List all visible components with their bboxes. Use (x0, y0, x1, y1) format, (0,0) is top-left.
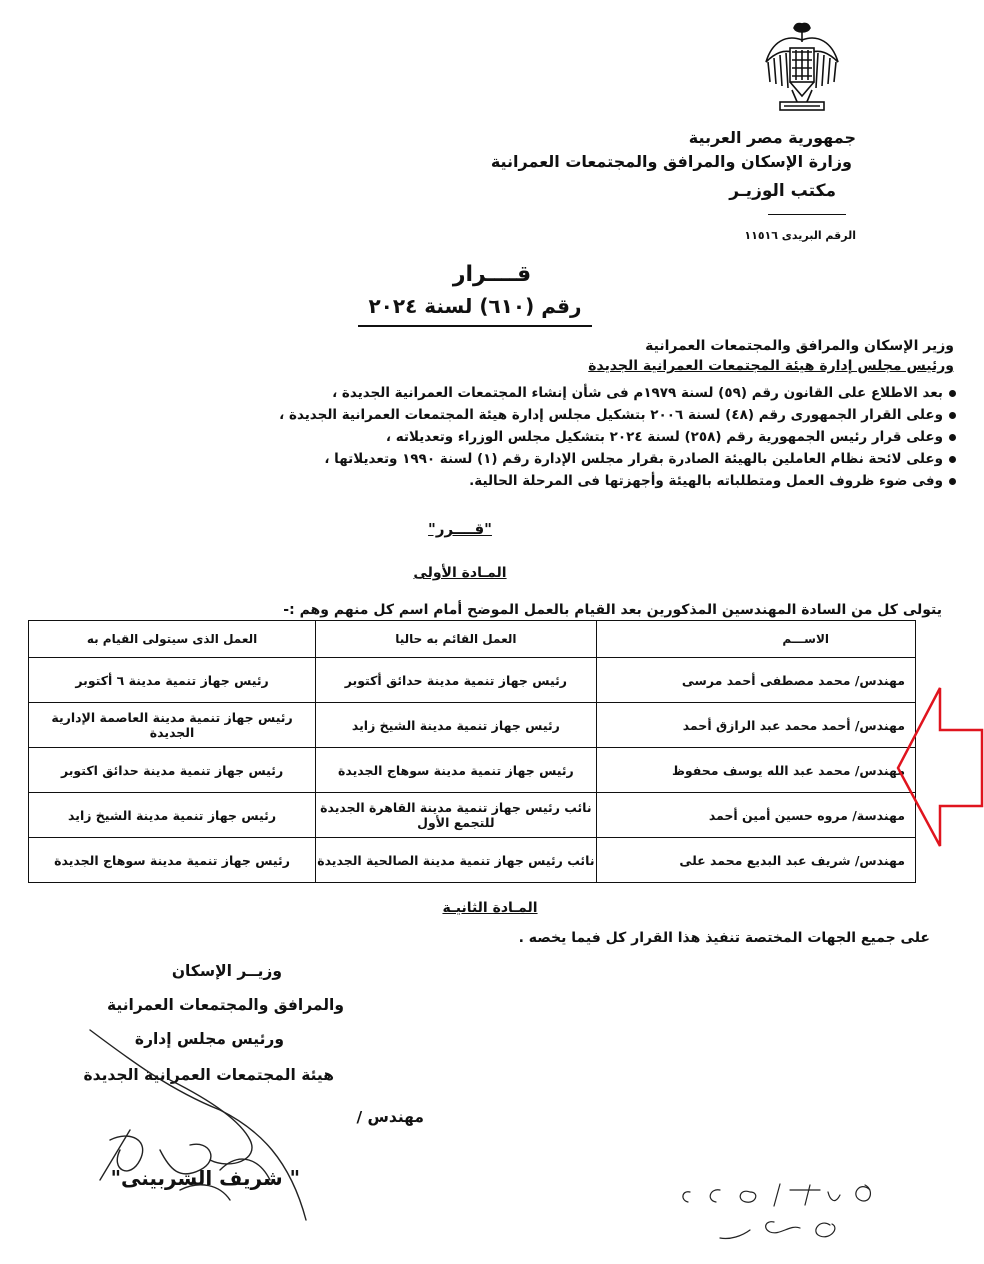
cell-current-role: نائب رئيس جهاز تنمية مدينة الصالحية الجديدة (316, 838, 597, 883)
bullet-icon (949, 456, 956, 463)
preamble-bullet-text: وعلى قرار رئيس الجمهورية رقم (٢٥٨) لسنة ٢٠٢٤ بتشكيل مجلس الوزراء وتعديلاته ، (385, 429, 943, 445)
cell-current-role: رئيس جهاز تنمية مدينة سوهاج الجديدة (316, 748, 597, 793)
preamble-bullet (196, 382, 956, 404)
decided-heading: "قــــرر" (428, 520, 492, 538)
preamble-bullet (196, 448, 956, 470)
bullet-icon (949, 390, 956, 397)
bullet-icon (949, 434, 956, 441)
cell-new-role: رئيس جهاز تنمية مدينة سوهاج الجديدة (29, 838, 316, 883)
signature-title-engineer: مهندس / (356, 1108, 424, 1126)
handwritten-signature-icon (70, 1020, 370, 1240)
handwritten-date-note-icon (670, 1170, 900, 1260)
header-postal-code: الرقم البريدى ١١٥١٦ (744, 229, 856, 242)
signatory-name: " شريف الشربينى" (110, 1166, 300, 1190)
article-2-text: على جميع الجهات المختصة تنفيذ هذا القرار كل فيما يخصه . (518, 930, 930, 946)
table-row (29, 748, 916, 793)
preamble-bullet-text: وعلى القرار الجمهورى رقم (٤٨) لسنة ٢٠٠٦ بتشكيل مجلس إدارة هيئة المجتمعات العمرانية الجديدة ، (279, 407, 943, 423)
cell-current-role: رئيس جهاز تنمية مدينة الشيخ زايد (316, 703, 597, 748)
cell-current-role: نائب رئيس جهاز تنمية مدينة القاهرة الجديدة للتجمع الأول (316, 793, 597, 838)
table-row (29, 793, 916, 838)
cell-new-role: رئيس جهاز تنمية مدينة العاصمة الإدارية الجديدة (29, 703, 316, 748)
preamble-bullet-text: بعد الاطلاع على القانون رقم (٥٩) لسنة ١٩٧٩م فى شأن إنشاء المجتمعات العمرانية الجديدة ، (332, 385, 943, 401)
preamble-line-2: ورئيس مجلس إدارة هيئة المجتمعات العمرانية الجديدة (588, 358, 954, 374)
cell-new-role: رئيس جهاز تنمية مدينة ٦ أكتوبر (29, 658, 316, 703)
cell-current-role: رئيس جهاز تنمية مدينة حدائق أكتوبر (316, 658, 597, 703)
cell-new-role: رئيس جهاز تنمية مدينة الشيخ زايد (29, 793, 316, 838)
article-1-intro: يتولى كل من السادة المهندسين المذكورين بعد القيام بالعمل الموضح أمام اسم كل منهم وهم :- (283, 602, 942, 618)
signature-title-line-3: ورئيس مجلس إدارة (134, 1030, 284, 1048)
article-1-heading: المـادة الأولى (413, 565, 507, 581)
preamble-bullet-text: وعلى لائحة نظام العاملين بالهيئة الصادرة بقرار مجلس الإدارة رقم (١) لسنة ١٩٩٠ وتعديلاتها ، (324, 451, 943, 467)
header-ministry: وزارة الإسكان والمرافق والمجتمعات العمرانية (490, 152, 852, 171)
signature-title-line-1: وزيــر الإسكان (171, 962, 282, 980)
decree-number: رقم (٦١٠) لسنة ٢٠٢٤ (368, 294, 582, 318)
decree-title: قــــرار (452, 262, 532, 287)
column-header-current-role: العمل القائم به حاليا (316, 621, 597, 658)
preamble-bullet (196, 404, 956, 426)
bullet-icon (949, 478, 956, 485)
preamble-bullets (196, 382, 956, 492)
table-row (29, 838, 916, 883)
preamble-bullet-text: وفى ضوء ظروف العمل ومتطلباته بالهيئة وأجهزتها فى المرحلة الحالية. (469, 473, 943, 489)
cell-name: مهندسة/ مروه حسين أمين أحمد (596, 793, 915, 838)
cell-new-role: رئيس جهاز تنمية مدينة حدائق اكتوبر (29, 748, 316, 793)
column-header-new-role: العمل الذى سيتولى القيام به (29, 621, 316, 658)
preamble-line-1: وزير الإسكان والمرافق والمجتمعات العمرانية (645, 338, 954, 354)
red-arrow-icon (894, 684, 984, 850)
cell-name: مهندس/ محمد مصطفى أحمد مرسى (596, 658, 915, 703)
preamble-bullet (196, 470, 956, 492)
table-row (29, 658, 916, 703)
table-row (29, 703, 916, 748)
cell-name: مهندس/ أحمد محمد عبد الرازق أحمد (596, 703, 915, 748)
preamble-bullet (196, 426, 956, 448)
header-country: جمهورية مصر العربية (688, 128, 856, 147)
signature-title-line-2: والمرافق والمجتمعات العمرانية (107, 996, 344, 1014)
column-header-name: الاســـم (596, 621, 915, 658)
article-2-heading: المـادة الثانيـة (442, 900, 538, 916)
egypt-eagle-emblem-icon (762, 18, 842, 114)
signature-title-line-4: هيئة المجتمعات العمرانية الجديدة (83, 1066, 334, 1084)
header-divider (768, 214, 846, 215)
decree-number-underline (358, 325, 592, 327)
table-header-row (29, 621, 916, 658)
cell-name: مهندس/ محمد عبد الله يوسف محفوظ (596, 748, 915, 793)
bullet-icon (949, 412, 956, 419)
cell-name: مهندس/ شريف عبد البديع محمد على (596, 838, 915, 883)
header-office: مكتب الوزيـر (729, 181, 836, 201)
assignments-table (28, 620, 916, 883)
